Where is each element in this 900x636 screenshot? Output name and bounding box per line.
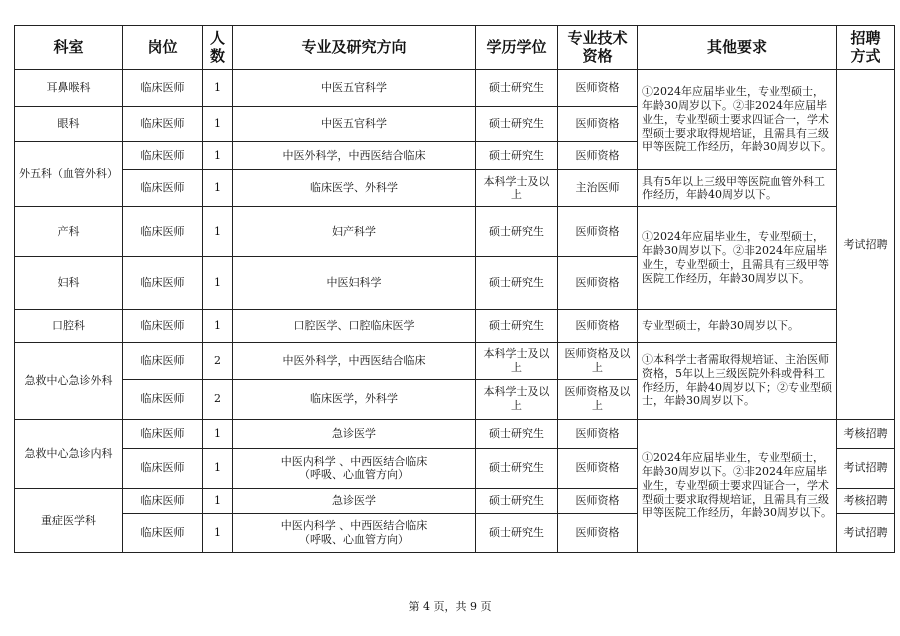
post-cell: 临床医师 (123, 257, 203, 309)
major-cell: 中医外科学，中西医结合临床 (233, 142, 476, 170)
dept-cell: 外五科（血管外科） (15, 142, 123, 207)
count-cell: 1 (203, 142, 233, 170)
major-cell: 中医妇科学 (233, 257, 476, 309)
qual-cell: 医师资格 (558, 309, 638, 342)
edu-cell: 硕士研究生 (476, 207, 558, 257)
edu-cell: 本科学士及以上 (476, 379, 558, 419)
dept-cell: 急救中心急诊内科 (15, 419, 123, 488)
edu-cell: 本科学士及以上 (476, 342, 558, 379)
major-cell: 中医内科学 、中西医结合临床 （呼吸、心血管方向） (233, 513, 476, 552)
method-cell: 考试招聘 (837, 448, 895, 488)
table-row (15, 207, 895, 257)
post-cell: 临床医师 (123, 107, 203, 142)
major-cell: 中医五官科学 (233, 107, 476, 142)
major-cell: 急诊医学 (233, 419, 476, 448)
qual-cell: 医师资格 (558, 107, 638, 142)
qual-cell: 医师资格及以上 (558, 342, 638, 379)
qual-cell: 主治医师 (558, 170, 638, 207)
method-cell: 考核招聘 (837, 419, 895, 448)
dept-cell: 产科 (15, 207, 123, 257)
count-cell: 1 (203, 309, 233, 342)
header-count: 人 数 (203, 26, 233, 70)
post-cell: 临床医师 (123, 513, 203, 552)
table-row (15, 342, 895, 379)
edu-cell: 硕士研究生 (476, 309, 558, 342)
qual-cell: 医师资格 (558, 488, 638, 513)
method-cell: 考试招聘 (837, 513, 895, 552)
edu-cell: 硕士研究生 (476, 107, 558, 142)
qual-cell: 医师资格 (558, 448, 638, 488)
count-cell: 1 (203, 419, 233, 448)
post-cell: 临床医师 (123, 207, 203, 257)
edu-cell: 硕士研究生 (476, 513, 558, 552)
other-requirements-cell: 专业型硕士，年龄30周岁以下。 (638, 309, 837, 342)
header-edu: 学历学位 (476, 26, 558, 70)
major-cell: 口腔医学、口腔临床医学 (233, 309, 476, 342)
post-cell: 临床医师 (123, 419, 203, 448)
post-cell: 临床医师 (123, 448, 203, 488)
edu-cell: 硕士研究生 (476, 488, 558, 513)
qual-cell: 医师资格及以上 (558, 379, 638, 419)
count-cell: 1 (203, 257, 233, 309)
other-requirements-cell: ①2024年应届毕业生，专业型硕士，年龄30周岁以下。②非2024年应届毕业生，专业型硕士要求四证合一，学术型硕士要求取得规培证，且需具有三级甲等医院工作经历，年龄30周岁以下。 (638, 70, 837, 170)
major-cell: 中医内科学 、中西医结合临床 （呼吸、心血管方向） (233, 448, 476, 488)
major-cell: 妇产科学 (233, 207, 476, 257)
dept-cell: 耳鼻喉科 (15, 70, 123, 107)
count-cell: 1 (203, 448, 233, 488)
qual-cell: 医师资格 (558, 207, 638, 257)
qual-cell: 医师资格 (558, 142, 638, 170)
method-cell: 考核招聘 (837, 488, 895, 513)
dept-cell: 急救中心急诊外科 (15, 342, 123, 419)
recruitment-table (14, 25, 895, 553)
major-cell: 急诊医学 (233, 488, 476, 513)
qual-cell: 医师资格 (558, 419, 638, 448)
count-cell: 2 (203, 379, 233, 419)
major-cell: 临床医学，外科学 (233, 379, 476, 419)
table-row (15, 170, 895, 207)
header-major: 专业及研究方向 (233, 26, 476, 70)
other-requirements-cell: 具有5年以上三级甲等医院血管外科工作经历，年龄40周岁以下。 (638, 170, 837, 207)
post-cell: 临床医师 (123, 170, 203, 207)
method-cell: 考试招聘 (837, 70, 895, 420)
count-cell: 1 (203, 70, 233, 107)
table-row (15, 419, 895, 448)
header-post: 岗位 (123, 26, 203, 70)
count-cell: 1 (203, 207, 233, 257)
post-cell: 临床医师 (123, 488, 203, 513)
qual-cell: 医师资格 (558, 513, 638, 552)
dept-cell: 口腔科 (15, 309, 123, 342)
post-cell: 临床医师 (123, 342, 203, 379)
other-requirements-cell: ①本科学士者需取得规培证、主治医师资格，5年以上三级医院外科或骨科工作经历，年龄40周岁以下；②专业型硕士，年龄30周岁以下。 (638, 342, 837, 419)
post-cell: 临床医师 (123, 142, 203, 170)
edu-cell: 本科学士及以上 (476, 170, 558, 207)
header-row (15, 26, 895, 70)
count-cell: 1 (203, 488, 233, 513)
major-cell: 中医五官科学 (233, 70, 476, 107)
header-other: 其他要求 (638, 26, 837, 70)
other-requirements-cell: ①2024年应届毕业生，专业型硕士，年龄30周岁以下。②非2024年应届毕业生，专业型硕士，且需具有三级甲等医院工作经历，年龄30周岁以下。 (638, 207, 837, 309)
post-cell: 临床医师 (123, 309, 203, 342)
count-cell: 1 (203, 170, 233, 207)
header-qual: 专业技术 资格 (558, 26, 638, 70)
page-footer: 第 4 页，共 9 页 (408, 600, 492, 613)
header-method: 招聘 方式 (837, 26, 895, 70)
major-cell: 中医外科学，中西医结合临床 (233, 342, 476, 379)
qual-cell: 医师资格 (558, 70, 638, 107)
major-cell: 临床医学、外科学 (233, 170, 476, 207)
qual-cell: 医师资格 (558, 257, 638, 309)
edu-cell: 硕士研究生 (476, 70, 558, 107)
dept-cell: 重症医学科 (15, 488, 123, 552)
dept-cell: 眼科 (15, 107, 123, 142)
count-cell: 1 (203, 107, 233, 142)
edu-cell: 硕士研究生 (476, 419, 558, 448)
table-row (15, 309, 895, 342)
count-cell: 1 (203, 513, 233, 552)
edu-cell: 硕士研究生 (476, 448, 558, 488)
header-dept: 科室 (15, 26, 123, 70)
edu-cell: 硕士研究生 (476, 257, 558, 309)
table-row (15, 70, 895, 107)
other-requirements-cell: ①2024年应届毕业生，专业型硕士，年龄30周岁以下。②非2024年应届毕业生，专业型硕士要求四证合一，学术型硕士要求取得规培证，且需具有三级甲等医院工作经历，年龄30周岁以下。 (638, 419, 837, 552)
post-cell: 临床医师 (123, 70, 203, 107)
edu-cell: 硕士研究生 (476, 142, 558, 170)
post-cell: 临床医师 (123, 379, 203, 419)
count-cell: 2 (203, 342, 233, 379)
dept-cell: 妇科 (15, 257, 123, 309)
